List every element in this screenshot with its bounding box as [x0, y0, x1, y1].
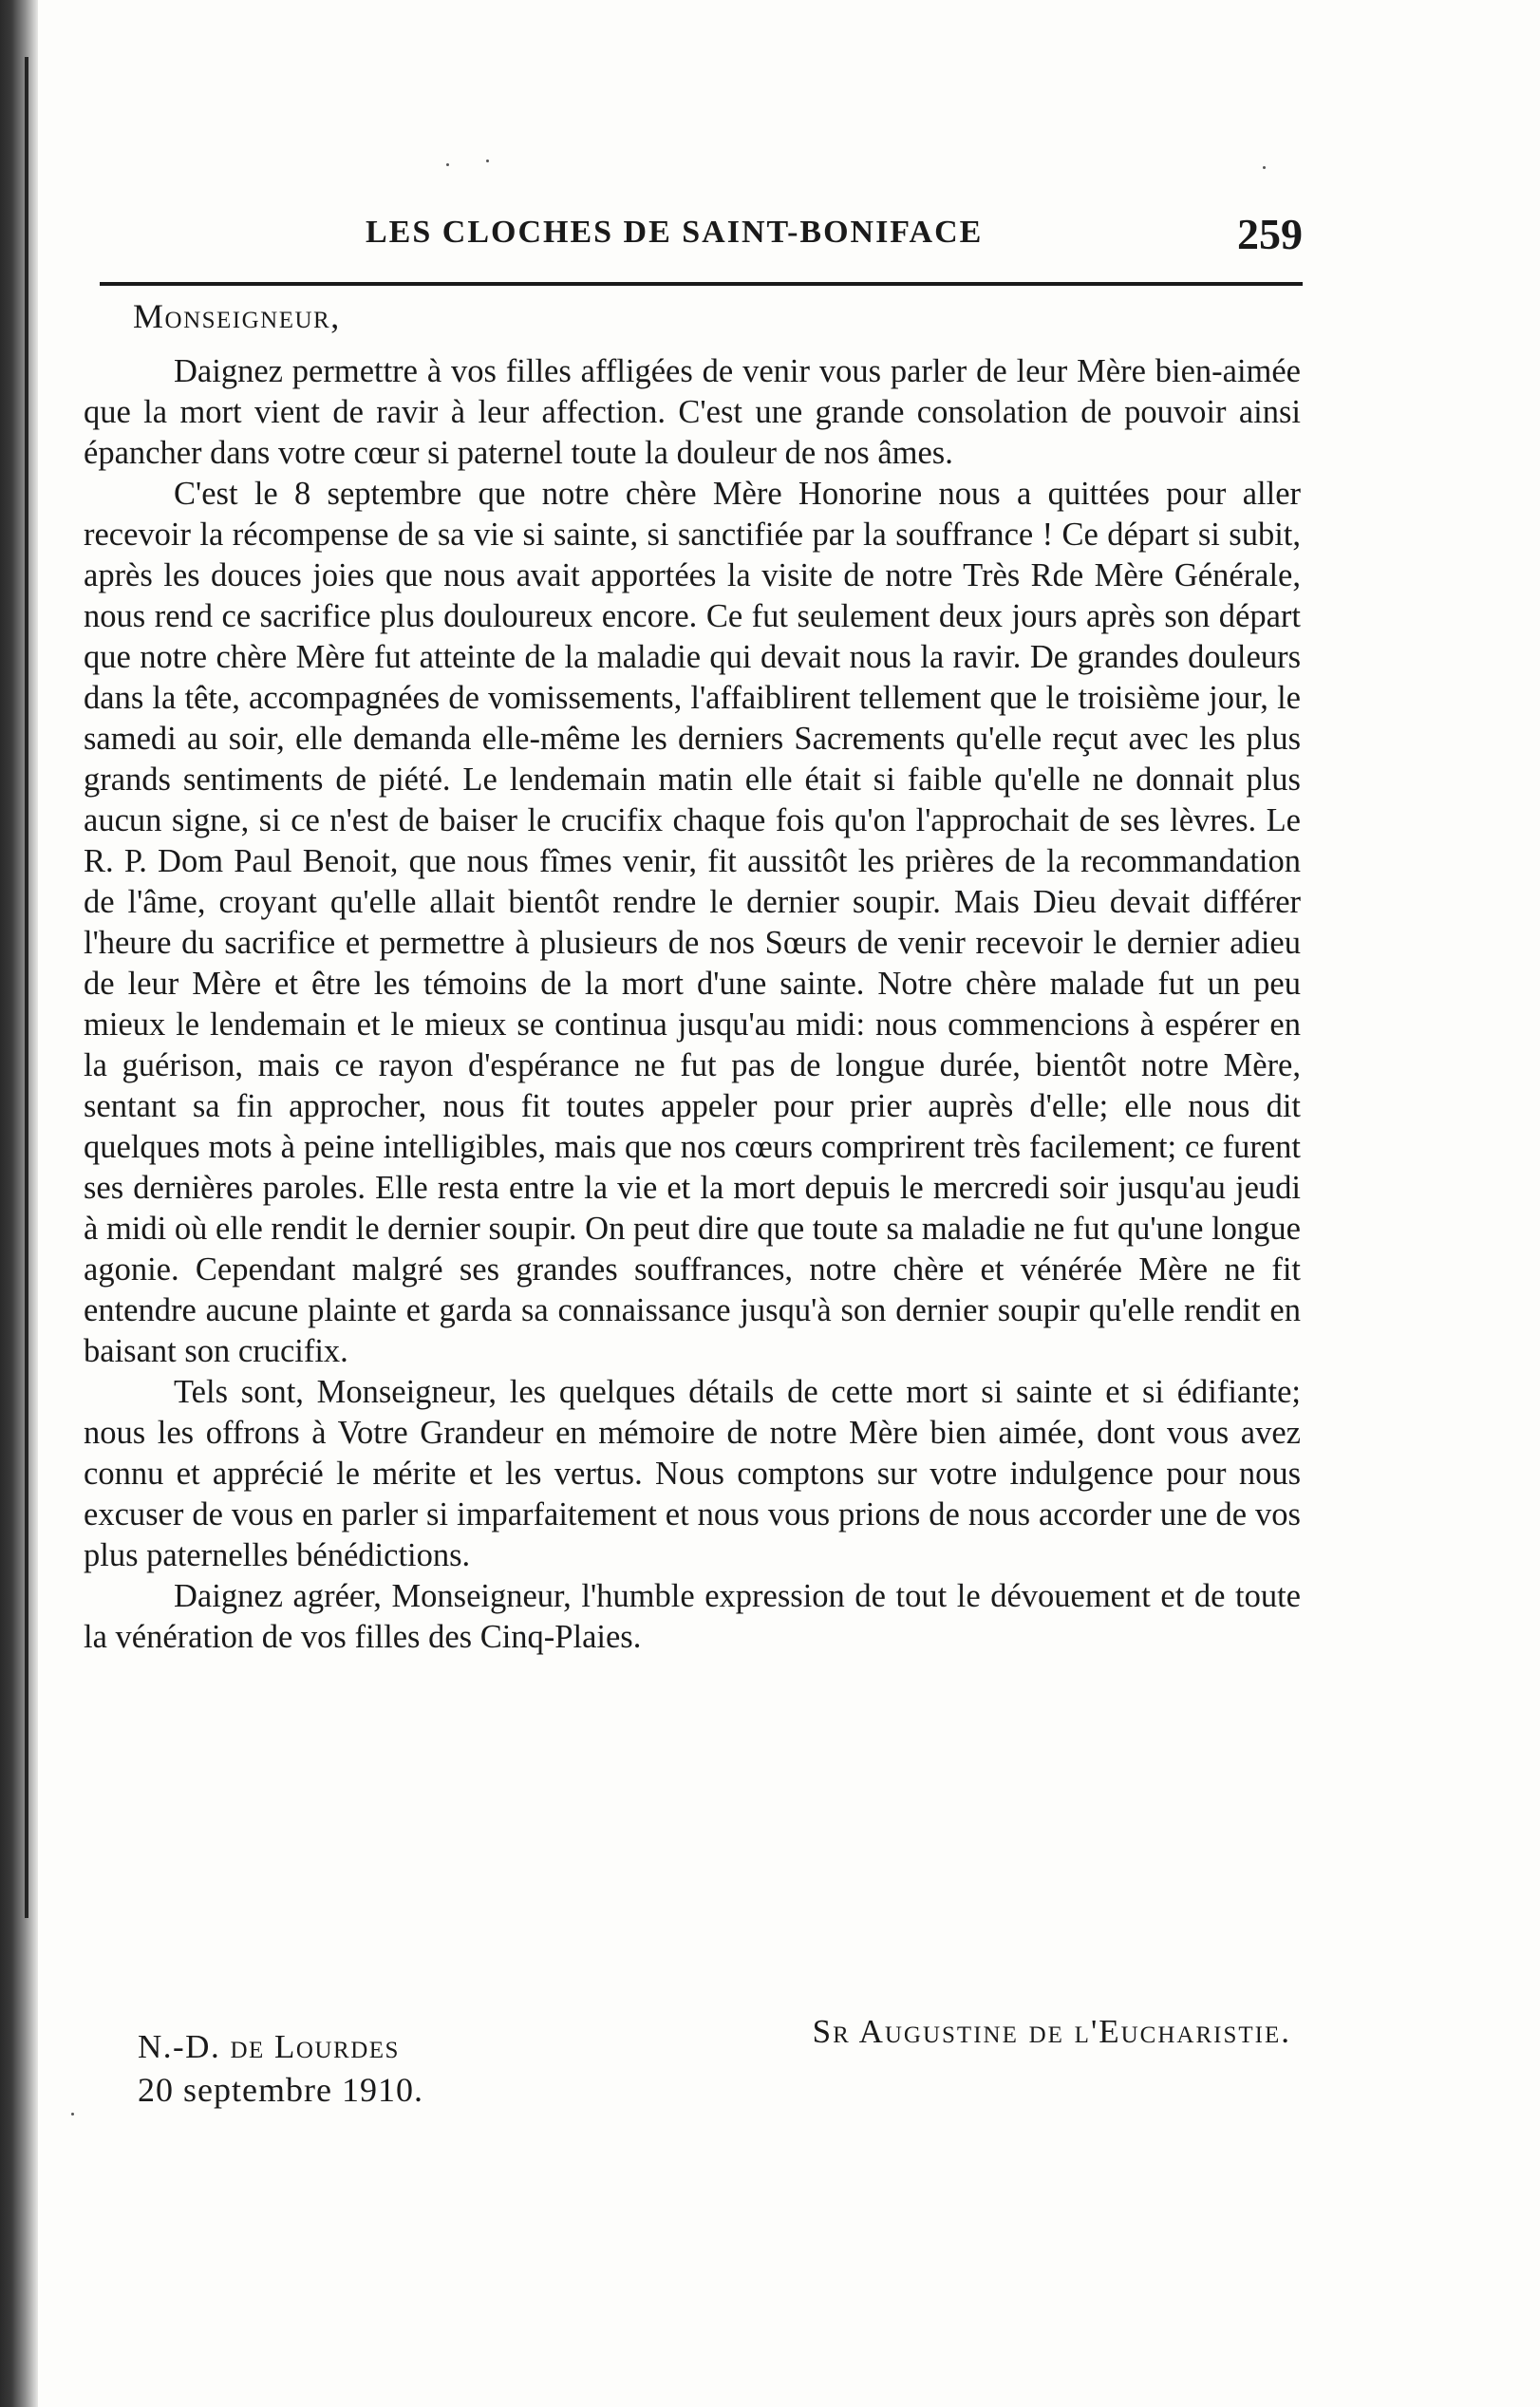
- print-speck: [1263, 166, 1266, 169]
- print-speck: [446, 163, 449, 166]
- letter-body: [84, 351, 1301, 1658]
- running-title: LES CLOCHES DE SAINT-BONIFACE: [366, 215, 984, 250]
- print-speck: [486, 160, 489, 162]
- running-head: [95, 209, 1303, 266]
- date-line: 20 septembre 1910.: [138, 2071, 423, 2109]
- binding-shadow-line: [25, 57, 28, 1918]
- salutation: Monseigneur,: [133, 297, 341, 335]
- header-rule: [100, 282, 1303, 286]
- paragraph: Daignez agréer, Monseigneur, l'humble expression de tout le dévouement et de toute la vénération de vos filles des Cinq-Plaies.: [84, 1578, 1301, 1655]
- paragraph: C'est le 8 septembre que notre chère Mère Honorine nous a quittées pour aller recevoir la récompense de sa vie si sainte, si sanctifiée par la souffrance ! Ce départ si subit, après les douces joies que nous avait apportées la visite de notre Très Rde Mère Générale, nous rend ce sacrifice plus douloureux encore. Ce fut seulement deux jours après son départ que notre chère Mère fut atteinte de la maladie qui devait nous la ravir. De grandes douleurs dans la tête, accompagnées de vomissements, l'affaiblirent tellement que le troisième jour, le samedi au soir, elle demanda elle-même les derniers Sacrements qu'elle reçut avec les plus grands sentiments de piété. Le lendemain matin elle était si faible qu'elle ne donnait plus aucun signe, si ce n'est de baiser le crucifix chaque fois qu'on l'approchait de ses lèvres. Le R. P. Dom Paul Benoit, que nous fîmes venir, fit aussitôt les prières de la recommandation de l'âme, croyant qu'elle allait bientôt rendre le dernier soupir. Mais Dieu devait différer l'heure du sacrifice et permettre à plusieurs de nos Sœurs de venir recevoir le dernier adieu de leur Mère et être les témoins de la mort d'une sainte. Notre chère malade fut un peu mieux le lendemain et le mieux se continua jusqu'au midi: nous commencions à espérer en la guérison, mais ce rayon d'espérance ne fut pas de longue durée, bientôt notre Mère, sentant sa fin approcher, nous fit toutes appeler pour prier auprès d'elle; elle nous dit quelques mots à peine intelligibles, mais que nos cœurs comprirent très facilement; ce furent ses dernières paroles. Elle resta entre la vie et la mort depuis le mercredi soir jusqu'au jeudi à midi où elle rendit le dernier soupir. On peut dire que toute sa maladie ne fut qu'une longue agonie. Cependant malgré ses grandes souffrances, notre chère et vénérée Mère ne fit entendre aucune plainte et garda sa connaissance jusqu'à son dernier soupir qu'elle rendit en baisant son crucifix.: [84, 476, 1301, 1369]
- paragraph: Tels sont, Monseigneur, les quelques détails de cette mort si sainte et si édifiante; nous les offrons à Votre Grandeur en mémoire de notre Mère bien aimée, dont vous avez connu et apprécié le mérite et les vertus. Nous comptons sur votre indulgence pour nous excuser de vous en parler si imparfaitement et nous vous prions de nous accorder une de vos plus paternelles bénédictions.: [84, 1374, 1301, 1573]
- paragraph: Daignez permettre à vos filles affligées de venir vous parler de leur Mère bien-aimée que la mort vient de ravir à leur affection. C'est une grande consolation de pouvoir ainsi épancher dans votre cœur si paternel toute la douleur de nos âmes.: [84, 353, 1301, 471]
- page-number: 259: [1237, 210, 1303, 258]
- place-line: N.-D. de Lourdes: [138, 2028, 400, 2065]
- signature: Sr Augustine de l'Eucharistie.: [812, 2013, 1291, 2050]
- binding-edge: [0, 0, 38, 2407]
- print-speck: [71, 2113, 74, 2116]
